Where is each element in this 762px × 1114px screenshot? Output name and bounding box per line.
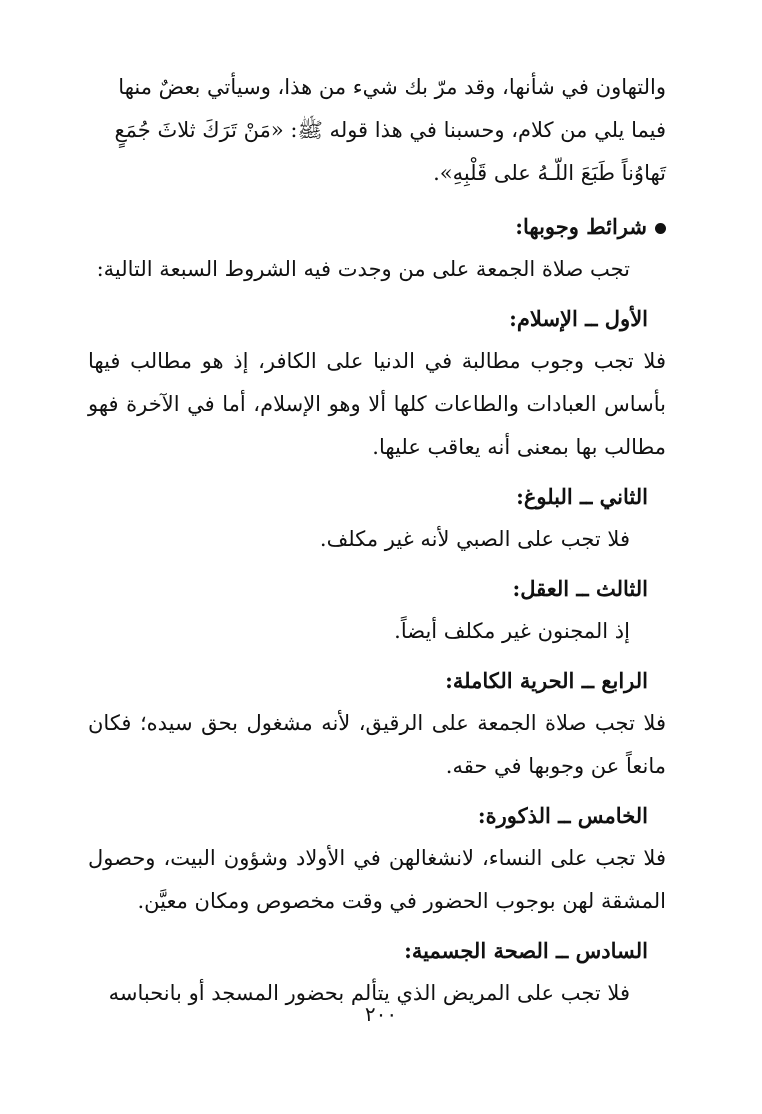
condition-heading-health: السادس ــ الصحة الجسمية: [404, 938, 648, 963]
condition-heading-freedom: الرابع ــ الحرية الكاملة: [445, 668, 648, 693]
condition-heading-sanity: الثالث ــ العقل: [512, 576, 648, 601]
condition-text-sanity: إذ المجنون غير مكلف أيضاً. [394, 619, 630, 643]
page-number: ٢٠٠ [364, 1002, 398, 1026]
condition-heading-male: الخامس ــ الذكورة: [477, 803, 648, 828]
condition-text-puberty: فلا تجب على الصبي لأنه غير مكلف. [319, 527, 630, 551]
condition-text-male: فلا تجب على النساء، لانشغالهن في الأولاد وشؤون البيت، وحصول المشقة لهن بوجوب الحضور في وقت مخصوص ومكان معيَّن. [88, 846, 666, 913]
intro-line-1: والتهاون في شأنها، وقد مرّ بك شيء من هذا، وسيأتي بعضٌ منها [118, 75, 666, 99]
intro-line-3: تَهاوُناً طَبَعَ اللّـهُ على قَلْبِهِ». [433, 161, 666, 185]
condition-text-islam: فلا تجب وجوب مطالبة في الدنيا على الكافر، إذ هو مطالب فيها بأساس العبادات والطاعات كلها ألا وهو الإسلام، أما في الآخرة فهو مطالب بها بمعنى أنه يعاقب عليها. [88, 349, 667, 459]
condition-text-freedom: فلا تجب صلاة الجمعة على الرقيق، لأنه مشغول بحق سيده؛ فكان مانعاً عن وجوبها في حقه. [88, 711, 666, 778]
condition-heading-puberty: الثاني ــ البلوغ: [516, 484, 648, 509]
section-title [88, 205, 666, 248]
section-intro: تجب صلاة الجمعة على من وجدت فيه الشروط السبعة التالية: [96, 257, 630, 281]
condition-heading-islam: الأول ــ الإسلام: [509, 306, 648, 331]
intro-line-2: فيما يلي من كلام، وحسبنا في هذا قوله ﷺ: «مَنْ تَرَكَ ثلاثَ جُمَعٍ [114, 118, 666, 142]
bullet-icon [655, 223, 666, 234]
section-title-text: شرائط وجوبها: [515, 214, 647, 239]
condition-text-health: فلا تجب على المريض الذي يتألم بحضور المسجد أو بانحباسه [108, 981, 630, 1005]
intro-paragraph [88, 66, 666, 195]
page-body [88, 66, 666, 1015]
